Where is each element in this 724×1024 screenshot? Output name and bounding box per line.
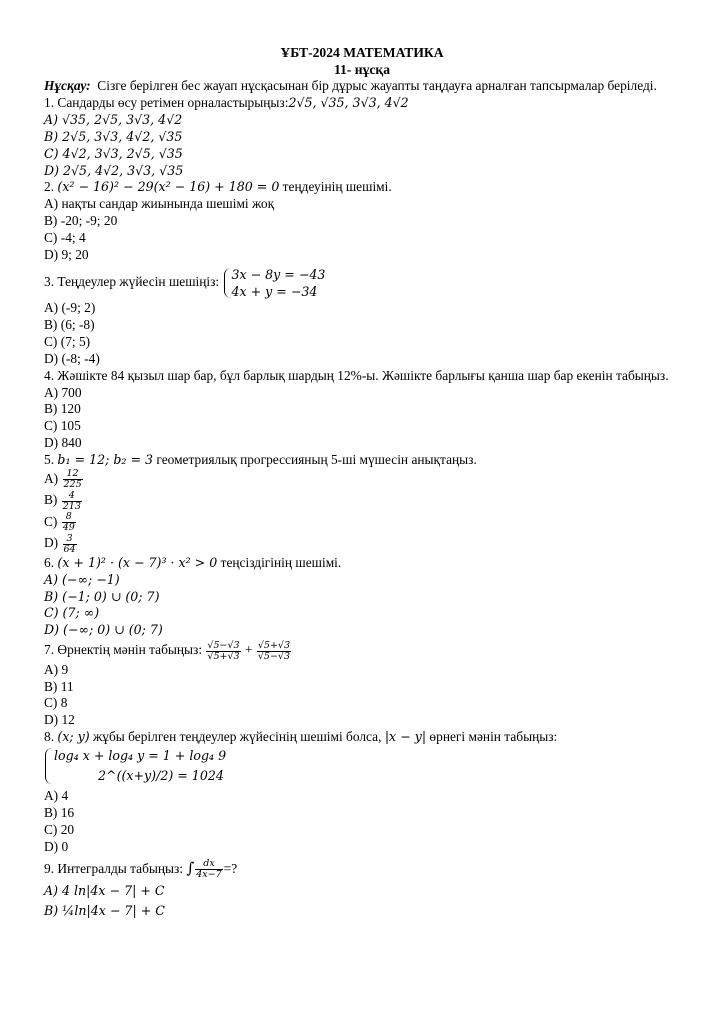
question-prompt: теңдеуінің шешімі. (279, 179, 392, 195)
option-label: A) (44, 471, 59, 487)
question-math: (x + 1)² · (x − 7)³ · x² > 0 (57, 554, 218, 570)
answer-option-7b[interactable]: B) 11 (44, 678, 74, 694)
question-prompt: Жәшікте 84 қызыл шар бар, бұл барлық шардың 12%-ы. Жәшікте барлығы қанша шар бар екенін табыңыз. (57, 367, 669, 383)
question-1 (44, 95, 680, 112)
answer-option-4b[interactable]: B) 120 (44, 401, 81, 417)
system-equation-2: 4x + y = −34 (231, 283, 318, 299)
fraction-numerator: dx (203, 858, 215, 870)
question-number: 8. (44, 729, 55, 745)
question-2 (44, 179, 680, 196)
option-fraction (62, 491, 82, 512)
question-5 (44, 452, 680, 469)
question-3 (44, 266, 680, 300)
answer-option-5a[interactable] (44, 469, 680, 490)
question-6 (44, 555, 680, 572)
answer-option-4c[interactable]: C) 105 (44, 418, 81, 434)
answer-option-1c[interactable]: C) 4√2, 3√3, 2√5, √35 (44, 145, 183, 161)
question-7 (44, 639, 680, 661)
question-math: (x; y) (57, 729, 90, 745)
fraction-numerator: 8 (65, 511, 72, 523)
expression-fraction-1 (206, 641, 240, 662)
question-prompt: геометриялық прогрессияның 5-ші мүшесін анықтаңыз. (153, 452, 477, 468)
expression-fraction-2 (257, 641, 291, 662)
answer-option-5b[interactable] (44, 490, 680, 511)
instruction-label: Нұсқау: (44, 78, 91, 93)
fraction-numerator: 12 (66, 468, 79, 480)
answer-option-3a[interactable]: A) (-9; 2) (44, 299, 96, 315)
system-equation-1: 3x − 8y = −43 (231, 266, 326, 282)
option-label: B) (44, 492, 58, 508)
fraction-denominator: 64 (63, 543, 76, 555)
answer-option-4a[interactable]: A) 700 (44, 384, 82, 400)
answer-option-3b[interactable]: B) (6; -8) (44, 316, 95, 332)
option-fraction (63, 469, 83, 490)
answer-option-5d[interactable] (44, 533, 680, 554)
answer-option-6c[interactable]: C) (7; ∞) (44, 605, 100, 621)
answer-option-2c[interactable]: C) -4; 4 (44, 230, 86, 246)
answer-option-8c[interactable]: C) 20 (44, 822, 75, 838)
question-4 (44, 368, 680, 385)
fraction-denominator: 4x−7 (196, 869, 222, 881)
fraction-denominator: √5−√3 (257, 650, 291, 662)
fraction-denominator: 225 (63, 479, 82, 491)
plus-sign: + (244, 642, 253, 658)
fraction-numerator: 4 (68, 489, 75, 501)
question-prompt: Өрнектің мәнін табыңыз: (57, 642, 203, 658)
answer-option-2d[interactable]: D) 9; 20 (44, 247, 89, 263)
question-number: 2. (44, 179, 55, 195)
answer-option-2b[interactable]: B) -20; -9; 20 (44, 213, 118, 229)
test-title: ҰБТ-2024 МАТЕМАТИКА (280, 45, 444, 60)
question-math: 2√5, √35, 3√3, 4√2 (288, 94, 409, 110)
question-prompt: Сандарды өсу ретімен орналастырыңыз: (57, 94, 289, 110)
question-prompt: Теңдеулер жүйесін шешіңіз: (57, 274, 220, 290)
question-number: 1. (44, 94, 55, 110)
answer-option-6a[interactable]: A) (−∞; −1) (44, 571, 120, 587)
question-number: 6. (44, 554, 55, 570)
question-math-abs: |x − y| (384, 729, 427, 745)
integral-sign: ∫ (186, 858, 195, 877)
question-number: 5. (44, 452, 55, 468)
option-label: C) (44, 513, 58, 529)
fraction-denominator: 213 (62, 500, 81, 512)
option-fraction (62, 512, 76, 533)
fraction-numerator: √5−√3 (207, 639, 240, 651)
question-math: (x² − 16)² − 29(x² − 16) + 180 = 0 (57, 179, 280, 195)
answer-option-7d[interactable]: D) 12 (44, 712, 75, 728)
question-prompt-end: өрнегі мәнін табыңыз: (426, 729, 558, 745)
question-prompt: жұбы берілген теңдеулер жүйесінің шешімі болса, (89, 729, 385, 745)
question-number: 7. (44, 642, 55, 658)
answer-option-1b[interactable]: B) 2√5, 3√3, 4√2, √35 (44, 128, 183, 144)
option-label: D) (44, 535, 59, 551)
question-8 (44, 729, 680, 746)
answer-option-3c[interactable]: C) (7; 5) (44, 333, 91, 349)
answer-option-4d[interactable]: D) 840 (44, 435, 82, 451)
question-math: b₁ = 12; b₂ = 3 (57, 452, 154, 468)
question-number: 3. (44, 274, 55, 290)
variant-label: 11- нұсқа (333, 62, 391, 77)
option-fraction (63, 534, 77, 555)
integral-fraction (195, 859, 222, 880)
equation-system (223, 266, 326, 300)
test-page (44, 44, 680, 921)
fraction-denominator: √5+√3 (207, 650, 240, 662)
answer-option-8d[interactable]: D) 0 (44, 838, 69, 854)
answer-option-7a[interactable]: A) 9 (44, 661, 69, 677)
answer-option-6d[interactable]: D) (−∞; 0) ∪ (0; 7) (44, 622, 163, 638)
system-equation-2: 2^((x+y)/2) = 1024 (98, 768, 224, 784)
answer-option-7c[interactable]: C) 8 (44, 695, 68, 711)
system-equation-1: log₄ x + log₄ y = 1 + log₄ 9 (54, 748, 227, 764)
answer-option-6b[interactable]: B) (−1; 0) ∪ (0; 7) (44, 588, 160, 604)
question-number: 9. (44, 860, 55, 876)
question-9 (44, 856, 680, 881)
answer-option-3d[interactable]: D) (-8; -4) (44, 350, 100, 366)
fraction-numerator: √5+√3 (257, 639, 291, 651)
answer-option-9b[interactable]: B) ¼ln|4x − 7| + C (44, 902, 165, 918)
fraction-numerator: 3 (66, 532, 73, 544)
answer-option-5c[interactable] (44, 512, 680, 533)
answer-option-8a[interactable]: A) 4 (44, 788, 69, 804)
answer-option-1a[interactable]: A) √35, 2√5, 3√3, 4√2 (44, 111, 183, 127)
answer-option-8b[interactable]: B) 16 (44, 805, 75, 821)
question-prompt: теңсіздігінің шешімі. (217, 554, 342, 570)
question-prompt: Интегралды табыңыз: (57, 860, 184, 876)
equation-system (44, 746, 680, 786)
question-number: 4. (44, 367, 55, 383)
fraction-denominator: 49 (62, 522, 75, 534)
instruction-text: Сізге берілген бес жауап нұсқасынан бір дұрыс жауапты таңдауға арналған тапсырмалар беріледі. (97, 78, 657, 93)
answer-option-2a[interactable]: A) нақты сандар жиынында шешімі жоқ (44, 196, 275, 212)
answer-option-9a[interactable]: A) 4 ln|4x − 7| + C (44, 882, 165, 898)
integral-tail: =? (223, 860, 238, 876)
instruction (44, 78, 680, 95)
answer-option-1d[interactable]: D) 2√5, 4√2, 3√3, √35 (44, 162, 184, 178)
